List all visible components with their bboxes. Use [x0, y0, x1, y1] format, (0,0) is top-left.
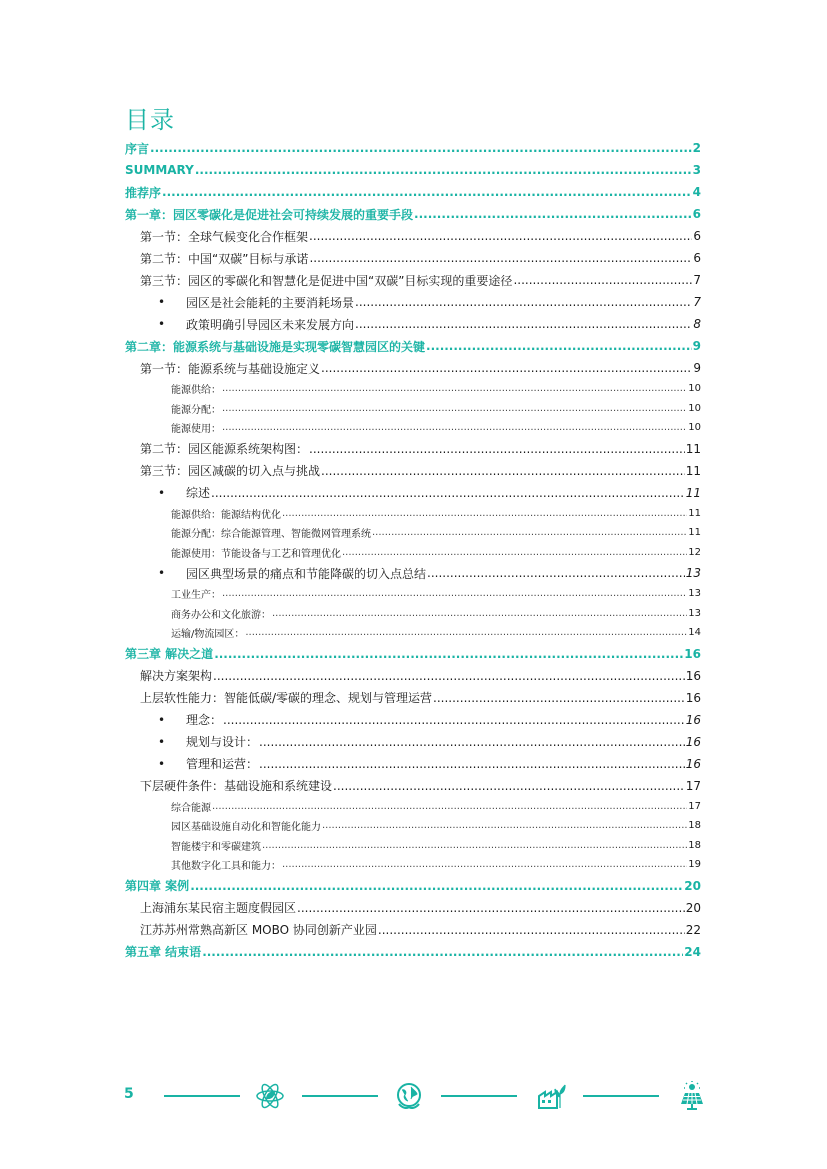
footer-divider	[441, 1095, 517, 1097]
toc-entry-page: 4	[692, 185, 701, 199]
toc-entry[interactable]	[125, 247, 701, 269]
toc-entry[interactable]	[125, 335, 701, 357]
toc-entry-title: 综述	[186, 486, 211, 500]
toc-entry[interactable]	[125, 623, 701, 643]
toc-entry-title: 第一章：园区零碳化是促进社会可持续发展的重要手段	[125, 207, 414, 222]
dot-leader	[322, 820, 687, 831]
toc-entry-page: 11	[685, 463, 701, 478]
toc-entry-page: 14	[688, 627, 701, 639]
toc-entry-title: 第四章 案例	[125, 879, 190, 893]
toc-entry-title: 能源分配：	[171, 404, 221, 416]
bullet-icon: •	[158, 712, 166, 727]
toc-entry-page: 11	[688, 507, 701, 519]
toc-entry[interactable]	[125, 643, 701, 665]
dot-leader	[372, 527, 687, 538]
toc-entry-page: 10	[688, 402, 701, 414]
toc-entry[interactable]	[125, 482, 701, 504]
toc-entry-page: 7	[693, 295, 701, 309]
toc-entry-title: 管理和运营：	[186, 757, 259, 771]
toc-entry-page: 2	[692, 141, 701, 155]
toc-entry-title: 解决方案架构	[140, 669, 213, 683]
toc-entry[interactable]	[125, 797, 701, 817]
page-number: 5	[124, 1086, 134, 1102]
toc-entry[interactable]	[125, 313, 701, 335]
toc-entry[interactable]	[125, 731, 701, 753]
toc-entry-title: 第二节：园区能源系统架构图：	[140, 442, 309, 456]
solar-panel-icon	[676, 1080, 708, 1112]
toc-entry-title: 第一节：全球气候变化合作框架	[140, 229, 309, 244]
page-footer	[0, 1080, 827, 1110]
footer-divider	[164, 1095, 240, 1097]
toc-entry-page: 13	[688, 588, 701, 600]
toc-entry-page: 16	[684, 646, 701, 661]
toc-entry-title: 上层软性能力：智能低碳/零碳的理念、规划与管理运营	[140, 691, 433, 705]
toc-entry-page: 24	[684, 944, 701, 959]
toc-entry-page: 20	[684, 878, 701, 893]
toc-entry-page: 3	[692, 163, 701, 177]
toc-entry-title: 第三节：园区的零碳化和智慧化是促进中国“双碳”目标实现的重要途径	[140, 273, 513, 288]
dot-leader	[309, 251, 692, 265]
toc-entry[interactable]	[125, 584, 701, 604]
toc-entry[interactable]	[125, 875, 701, 897]
toc-entry-title: 能源使用：节能设备与工艺和管理优化	[171, 548, 341, 560]
dot-leader	[513, 273, 692, 287]
toc-entry[interactable]	[125, 357, 701, 379]
dot-leader	[212, 801, 687, 812]
toc-entry[interactable]	[125, 269, 701, 291]
toc-entry[interactable]	[125, 897, 701, 919]
toc-entry-page: 6	[692, 207, 701, 221]
bullet-icon: •	[158, 756, 166, 771]
toc-entry[interactable]	[125, 438, 701, 460]
dot-leader	[223, 713, 685, 727]
dot-leader	[262, 840, 687, 851]
footer-divider	[302, 1095, 378, 1097]
dot-leader	[321, 464, 685, 478]
toc-entry[interactable]	[125, 753, 701, 775]
toc-entry[interactable]	[125, 159, 701, 181]
toc-entry-page: 6	[693, 229, 701, 243]
toc-entry[interactable]	[125, 562, 701, 584]
toc-entry-title: 运输/物流园区：	[171, 629, 245, 641]
toc-entry[interactable]	[125, 137, 701, 159]
dot-leader	[222, 383, 687, 394]
dot-leader	[427, 566, 685, 580]
dot-leader	[214, 647, 683, 661]
dot-leader	[378, 923, 685, 937]
toc-entry-page: 16	[685, 734, 701, 749]
toc-entry-title: 智能楼宇和零碳建筑	[171, 841, 261, 853]
toc-entry[interactable]	[125, 418, 701, 438]
toc-entry[interactable]	[125, 379, 701, 399]
dot-leader	[211, 486, 685, 500]
toc-entry[interactable]	[125, 543, 701, 563]
dot-leader	[202, 945, 683, 959]
factory-plant-icon	[535, 1080, 567, 1112]
dot-leader	[297, 901, 685, 915]
toc-entry-page: 9	[693, 361, 701, 375]
toc-entry[interactable]	[125, 775, 701, 797]
toc-entry-page: 8	[693, 317, 701, 331]
toc-entry-title: 推荐序	[125, 185, 162, 200]
toc-entry-title: 下层硬件条件：基础设施和系统建设	[140, 779, 333, 793]
toc-entry-page: 12	[688, 546, 701, 558]
toc-entry-title: 序言	[125, 141, 150, 156]
toc-entry-title: 第二章：能源系统与基础设施是实现零碳智慧园区的关键	[125, 339, 426, 354]
dot-leader	[190, 879, 683, 893]
toc-entry-title: 江苏苏州常熟高新区 MOBO 协同创新产业园	[140, 923, 377, 937]
toc-entry-title: 规划与设计：	[186, 735, 259, 749]
globe-hands-icon	[393, 1080, 425, 1112]
atom-leaf-icon	[254, 1080, 286, 1112]
dot-leader	[195, 163, 692, 177]
toc-entry[interactable]	[125, 399, 701, 419]
toc-entry-page: 16	[685, 756, 701, 771]
toc-entry-title: 第三节：园区减碳的切入点与挑战	[140, 464, 321, 478]
toc-entry-page: 9	[692, 339, 701, 353]
page-title: 目录	[125, 106, 175, 134]
dot-leader	[245, 627, 687, 638]
dot-leader	[333, 779, 685, 793]
toc-entry[interactable]	[125, 225, 701, 247]
toc-entry-page: 18	[688, 839, 701, 851]
toc-entry[interactable]	[125, 460, 701, 482]
toc-entry-page: 19	[688, 859, 701, 871]
dot-leader	[259, 735, 685, 749]
dot-leader	[426, 339, 692, 353]
toc-entry[interactable]	[125, 816, 701, 836]
dot-leader	[272, 608, 687, 619]
toc-entry-page: 10	[688, 383, 701, 395]
dot-leader	[433, 691, 685, 705]
toc-entry-title: 政策明确引导园区未来发展方向	[186, 317, 355, 332]
toc-entry-page: 18	[688, 820, 701, 832]
toc-entry-title: 园区基础设施自动化和智能化能力	[171, 822, 321, 834]
toc-entry[interactable]	[125, 181, 701, 203]
toc-entry-page: 16	[685, 690, 701, 705]
toc-entry-title: 第二节：中国“双碳”目标与承诺	[140, 251, 309, 266]
toc-entry-title: 商务办公和文化旅游：	[171, 609, 271, 621]
toc-entry-title: 理念：	[186, 713, 223, 727]
toc-entry[interactable]	[125, 836, 701, 856]
toc-entry-title: 第一节：能源系统与基础设施定义	[140, 361, 321, 376]
toc-entry-page: 10	[688, 422, 701, 434]
toc-entry-title: 上海浦东某民宿主题度假园区	[140, 901, 297, 915]
toc-entry-title: 第三章 解决之道	[125, 647, 214, 661]
dot-leader	[222, 588, 687, 599]
dot-leader	[309, 229, 692, 243]
toc-entry-title: 工业生产：	[171, 590, 221, 602]
toc-entry[interactable]	[125, 504, 701, 524]
dot-leader	[282, 859, 687, 870]
bullet-icon: •	[158, 734, 166, 749]
footer-divider	[583, 1095, 659, 1097]
toc-entry-page: 22	[685, 922, 701, 937]
dot-leader	[162, 185, 692, 199]
table-of-contents	[125, 137, 701, 963]
dot-leader	[150, 141, 692, 155]
toc-entry[interactable]	[125, 941, 701, 963]
toc-entry-title: 能源分配：综合能源管理、智能微网管理系统	[171, 529, 371, 541]
toc-entry[interactable]	[125, 665, 701, 687]
toc-entry-title: 能源供给：	[171, 385, 221, 397]
toc-entry-page: 6	[693, 251, 701, 265]
dot-leader	[222, 422, 687, 433]
toc-entry-page: 17	[685, 778, 701, 793]
toc-entry[interactable]	[125, 687, 701, 709]
toc-entry[interactable]	[125, 709, 701, 731]
bullet-icon: •	[158, 566, 166, 580]
toc-entry[interactable]	[125, 919, 701, 941]
bullet-icon: •	[158, 317, 166, 331]
toc-entry-page: 7	[693, 273, 701, 287]
toc-entry-title: 园区典型场景的痛点和节能降碳的切入点总结	[186, 566, 427, 581]
dot-leader	[213, 669, 685, 683]
toc-entry-page: 16	[685, 668, 701, 683]
toc-entry-page: 11	[685, 485, 701, 500]
dot-leader	[355, 317, 692, 331]
toc-entry-title: 能源使用：	[171, 424, 221, 436]
toc-entry-page: 11	[685, 441, 701, 456]
dot-leader	[309, 442, 685, 456]
toc-entry[interactable]	[125, 855, 701, 875]
dot-leader	[414, 207, 692, 221]
toc-entry-page: 16	[685, 712, 701, 727]
toc-entry-title: 园区是社会能耗的主要消耗场景	[186, 295, 355, 310]
bullet-icon: •	[158, 295, 166, 309]
dot-leader	[282, 508, 687, 519]
bullet-icon: •	[158, 485, 166, 500]
toc-entry-title: SUMMARY	[125, 163, 194, 177]
toc-entry[interactable]	[125, 523, 701, 543]
toc-entry[interactable]	[125, 203, 701, 225]
dot-leader	[321, 361, 692, 375]
toc-entry-page: 11	[688, 527, 701, 539]
toc-entry-page: 17	[688, 800, 701, 812]
toc-entry-page: 13	[685, 566, 701, 580]
dot-leader	[355, 295, 692, 309]
toc-entry-page: 13	[688, 607, 701, 619]
toc-entry[interactable]	[125, 291, 701, 313]
toc-entry-page: 20	[685, 900, 701, 915]
dot-leader	[222, 403, 687, 414]
toc-entry-title: 第五章 结束语	[125, 945, 202, 959]
toc-entry-title: 综合能源	[171, 802, 211, 814]
toc-entry-title: 能源供给：能源结构优化	[171, 509, 281, 521]
dot-leader	[259, 757, 685, 771]
dot-leader	[342, 547, 687, 558]
toc-entry[interactable]	[125, 604, 701, 624]
toc-entry-title: 其他数字化工具和能力：	[171, 861, 281, 873]
